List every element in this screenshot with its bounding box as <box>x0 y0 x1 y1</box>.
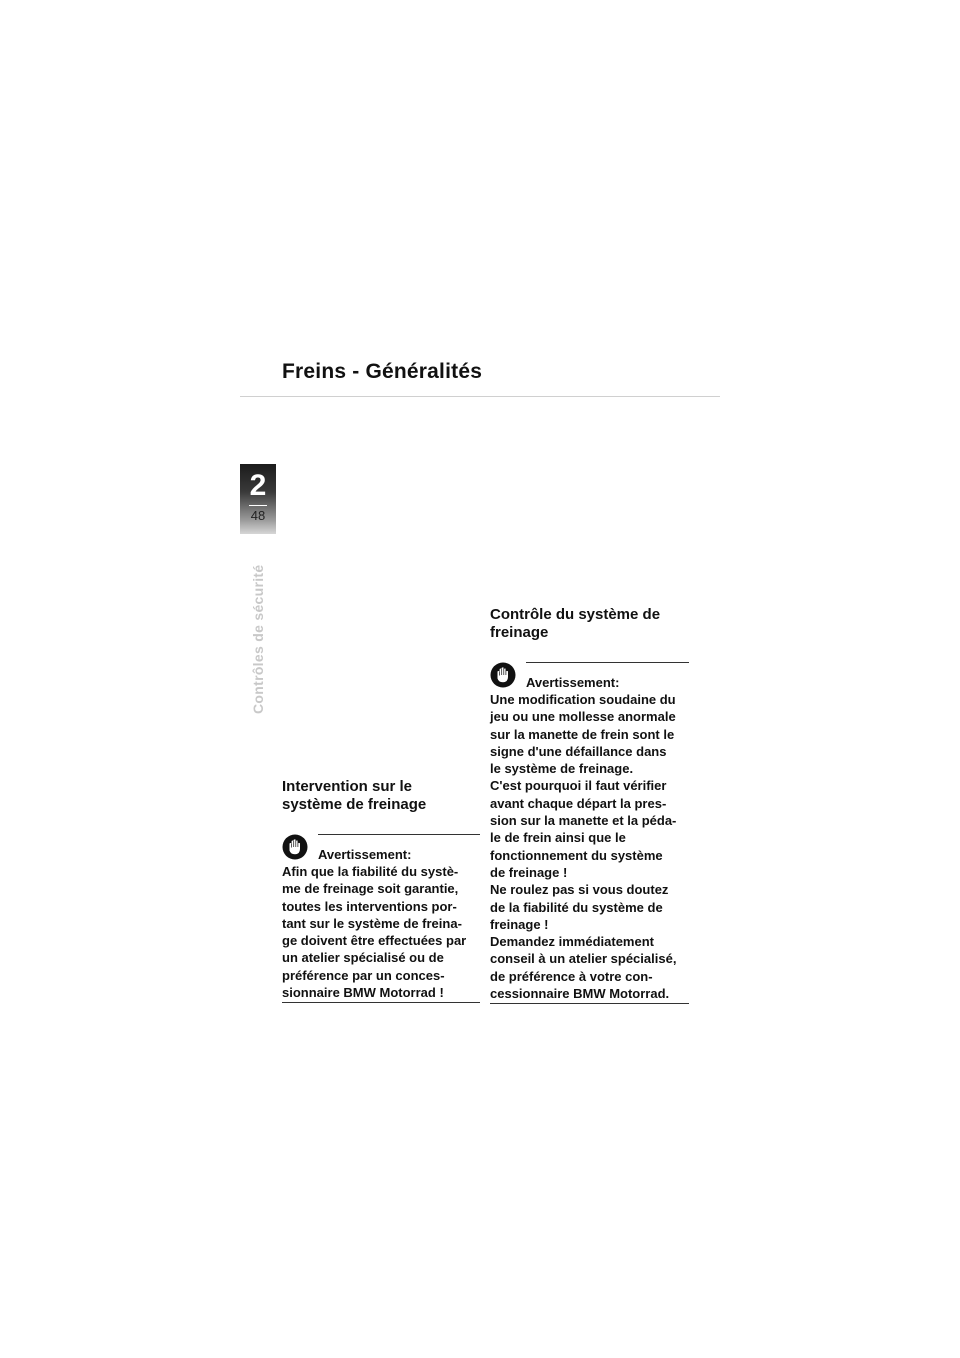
section-brake-check <box>490 606 689 1004</box>
section-brake-intervention <box>282 778 480 1003</box>
page-title: Freins - Généralités <box>282 360 483 383</box>
warning-block <box>490 662 689 1004</box>
chapter-side-label: Contrôles de sécurité <box>250 564 266 714</box>
section-heading: Intervention sur le système de freinage <box>282 778 427 813</box>
warning-label: Avertissement: <box>526 675 620 690</box>
warning-bottom-rule <box>282 1002 480 1003</box>
chapter-number: 2 <box>249 469 267 502</box>
warning-bottom-rule <box>490 1003 689 1004</box>
warning-block <box>282 834 480 1003</box>
warning-text: Une modification soudaine du jeu ou une mollesse anormale sur la manette de frein sont le signe d'une défaillance dans le système de freinage. C'est pourquoi il faut vérifier avant chaque départ la pres- sion sur la manette et la péda- le de frein ainsi que le fonctionnement du système de freinage ! Ne roulez pas si vous doutez de la fiabilité du système de freinage ! Demandez immédiatement conseil à un atelier spécialisé, de préférence à votre con- cessionnaire BMW Motorrad. <box>490 692 677 1002</box>
warning-top-rule <box>318 834 480 835</box>
stop-hand-icon <box>490 662 516 688</box>
chapter-separator <box>249 505 267 506</box>
title-divider <box>240 396 720 397</box>
page-number: 48 <box>250 508 266 523</box>
warning-top-rule <box>526 662 689 663</box>
stop-hand-icon <box>282 834 308 860</box>
warning-text: Afin que la fiabilité du systè- me de freinage soit garantie, toutes les interventions por- tant sur le système de freina- ge doivent être effectuées par un atelier spécialisé ou de préférence par un conces- sionnaire BMW Motorrad ! <box>282 864 467 1001</box>
chapter-tab <box>240 464 276 534</box>
section-heading: Contrôle du système de freinage <box>490 606 661 641</box>
warning-label: Avertissement: <box>318 847 412 862</box>
